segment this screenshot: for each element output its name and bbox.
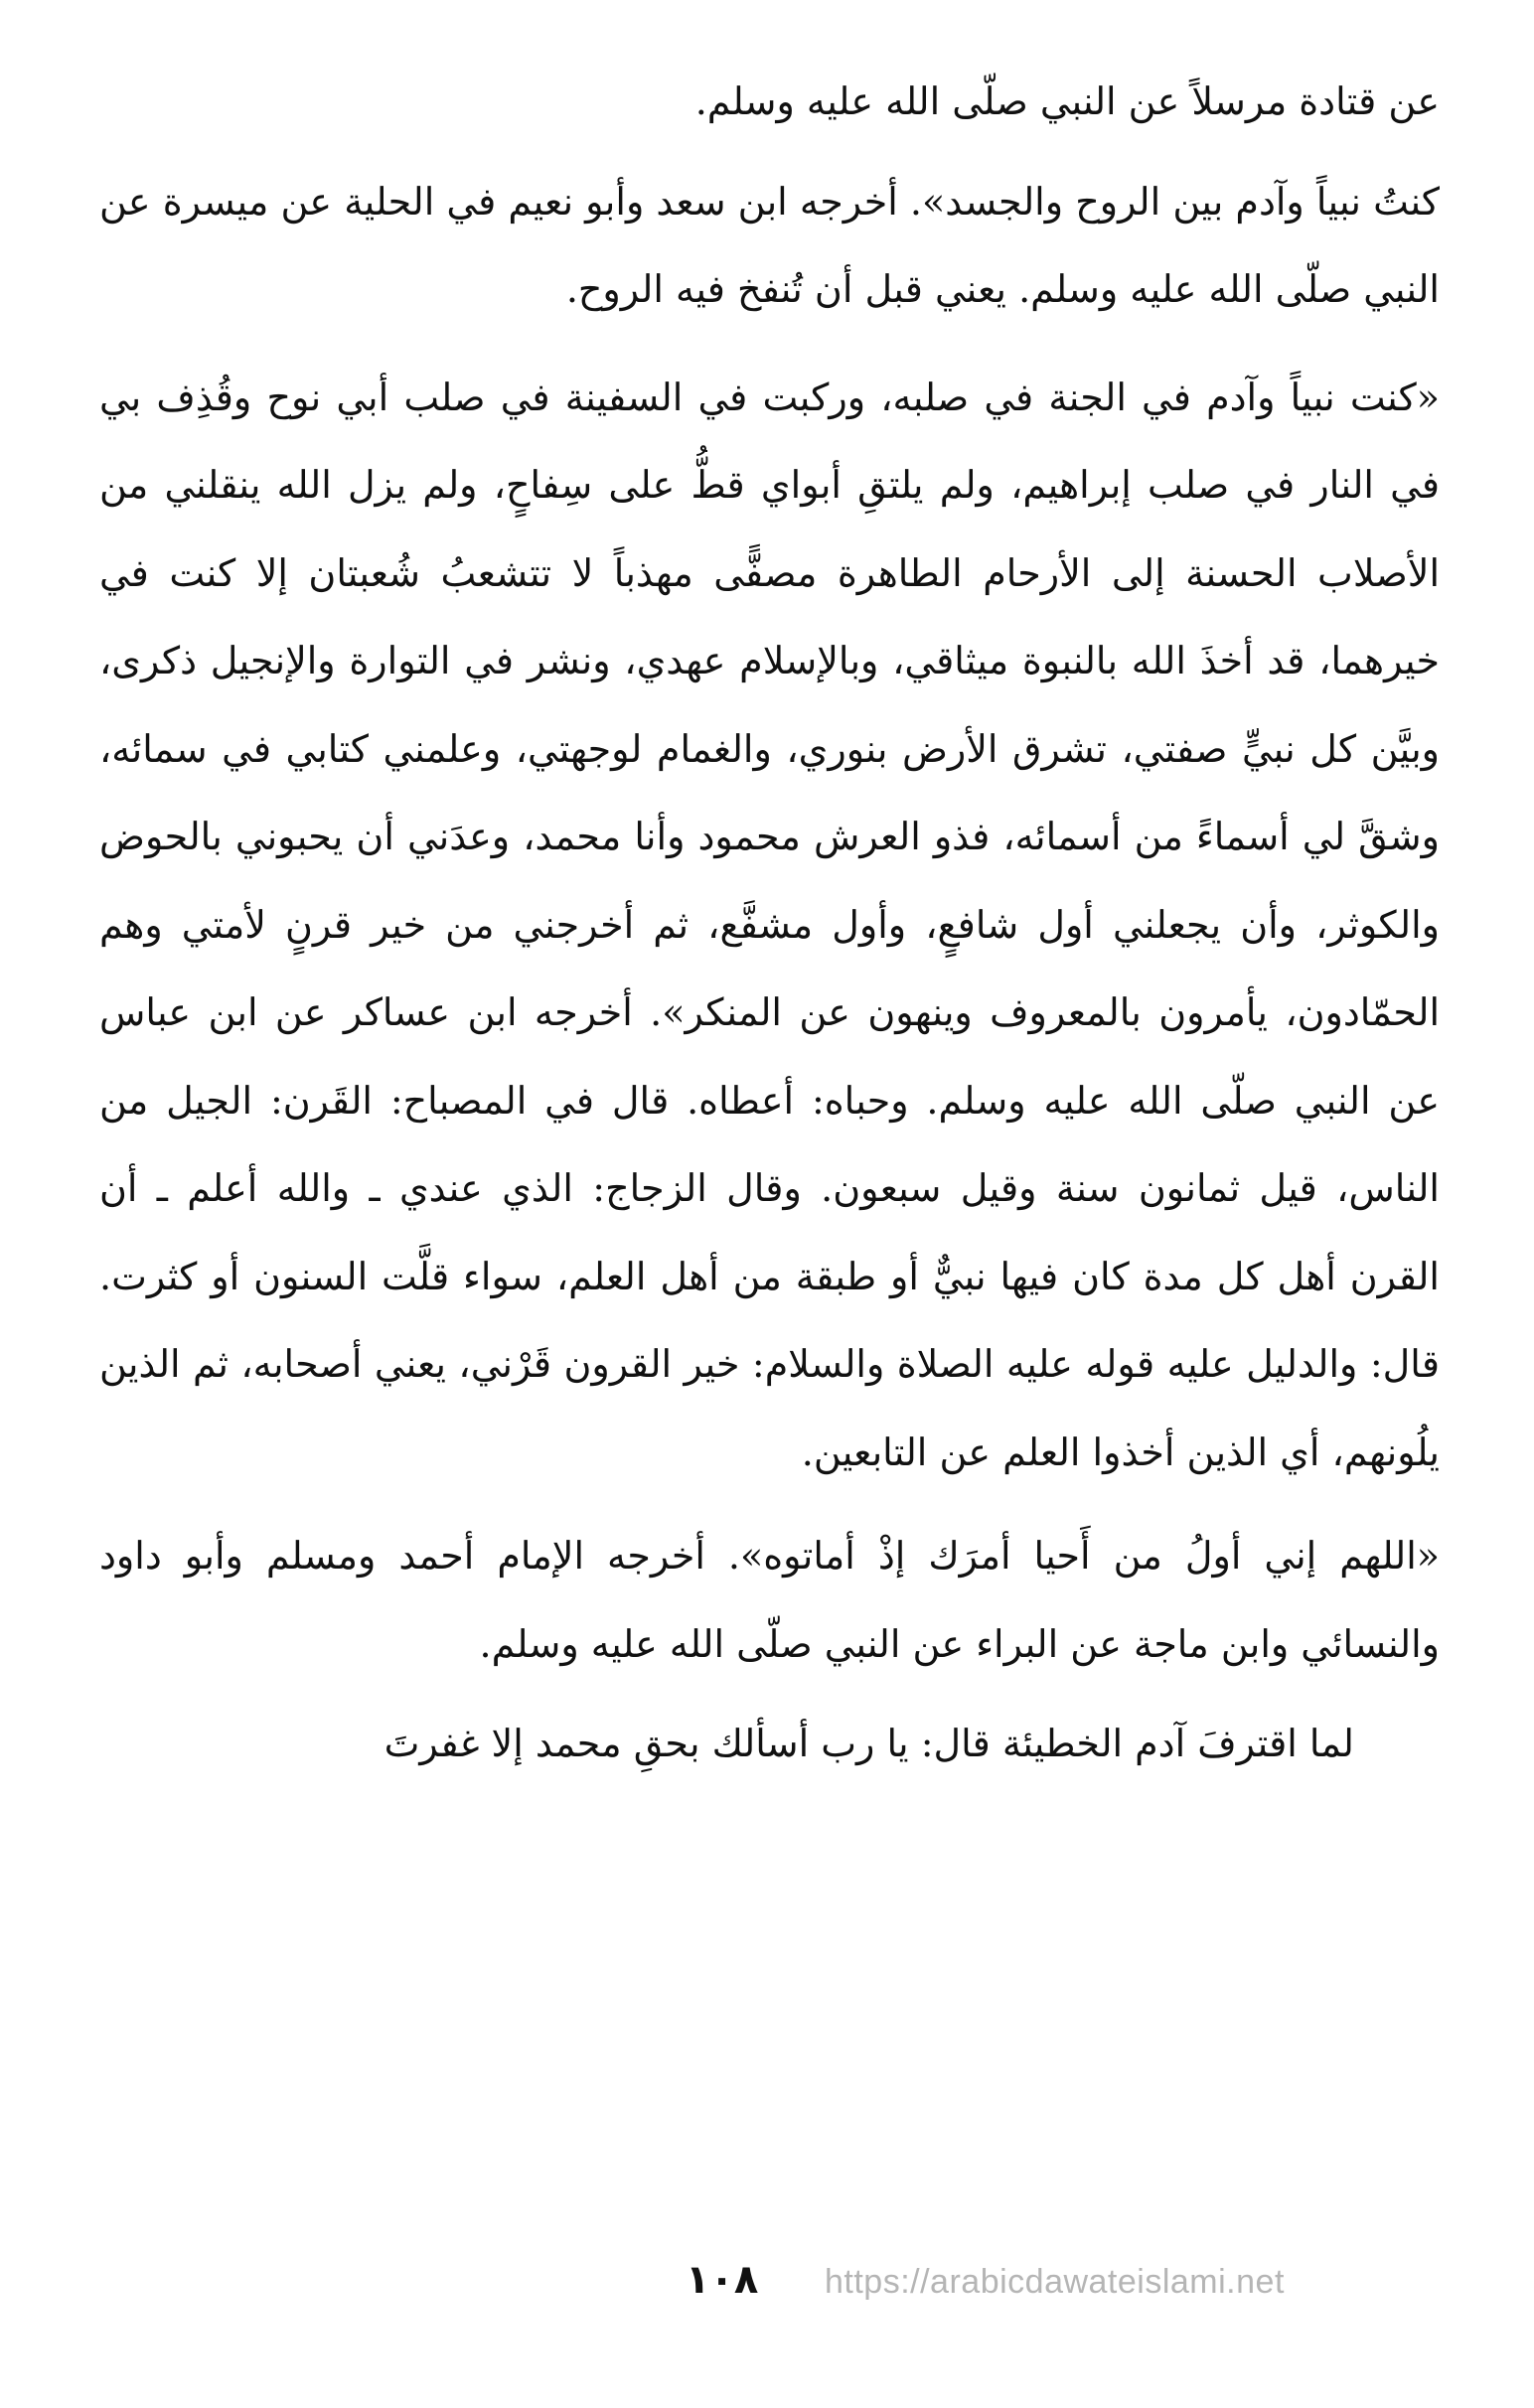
paragraph-1: عن قتادة مرسلاً عن النبي صلّى الله عليه وسلم. xyxy=(694,79,1440,123)
paragraph-4: «اللهم إني أولُ من أَحيا أمرَك إذْ أماتوه». أخرجه الإمام أحمد ومسلم وأبو داود والنسائي وابن ماجة عن البراء عن النبي صلّى الله عليه وسلم. xyxy=(99,1534,1440,1666)
paragraph-2: كنتُ نبياً وآدم بين الروح والجسد». أخرجه ابن سعد وأبو نعيم في الحلية عن ميسرة عن النبي صلّى الله عليه وسلم. يعني قبل أن تُنفخ فيه الروح. xyxy=(99,179,1440,311)
page-number: ١٠٨ xyxy=(686,2257,759,2303)
paragraph-5: لما اقترفَ آدم الخطيئة قال: يا رب أسألك بحقِ محمد إلا غفرتَ xyxy=(384,1722,1354,1765)
paragraph-3: «كنت نبياً وآدم في الجنة في صلبه، وركبت في السفينة في صلب أبي نوح وقُذِف بي في النار في صلب إبراهيم، ولم يلتقِ أبواي قطُّ على سِفاحٍ، ولم يزل الله ينقلني من الأصلاب الحسنة إلى الأرحام الطاهرة مصفًّى مهذباً لا تتشعبُ شُعبتان إلا كنت في خيرهما، قد أخذَ الله بالنبوة ميثاقي، وبالإسلام عهدي، ونشر في التوارة والإنجيل ذكرى، وبيَّن كل نبيٍّ صفتي، تشرق الأرض بنوري، والغمام لوجهتي، وعلمني كتابي في سمائه، وشقَّ لي أسماءً من أسمائه، فذو العرش محمود وأنا محمد، وعدَني أن يحبوني بالحوض والكوثر، وأن يجعلني أول شافعٍ، وأول مشفَّع، ثم أخرجني من خير قرنٍ لأمتي وهم الحمّادون، يأمرون بالمعروف وينهون عن المنكر». أخرجه ابن عساكر عن ابن عباس عن النبي صلّى الله عليه وسلم. وحباه: أعطاه. قال في المصباح: القَرن: الجيل من الناس، قيل ثمانون سنة وقيل سبعون. وقال الزجاج: الذي عندي ـ والله أعلم ـ أن القرن أهل كل مدة كان فيها نبيٌّ أو طبقة من أهل العلم، سواء قلَّت السنون أو كثرت. قال: والدليل عليه قوله عليه الصلاة والسلام: خير القرون قَرْني، يعني أصحابه، ثم الذين يلُونهم، أي الذين أخذوا العلم عن التابعين. xyxy=(99,375,1441,1474)
page-body xyxy=(99,58,1440,1788)
watermark-url: https://arabicdawateislami.net xyxy=(825,2263,1285,2301)
page-footer xyxy=(0,2257,1534,2327)
